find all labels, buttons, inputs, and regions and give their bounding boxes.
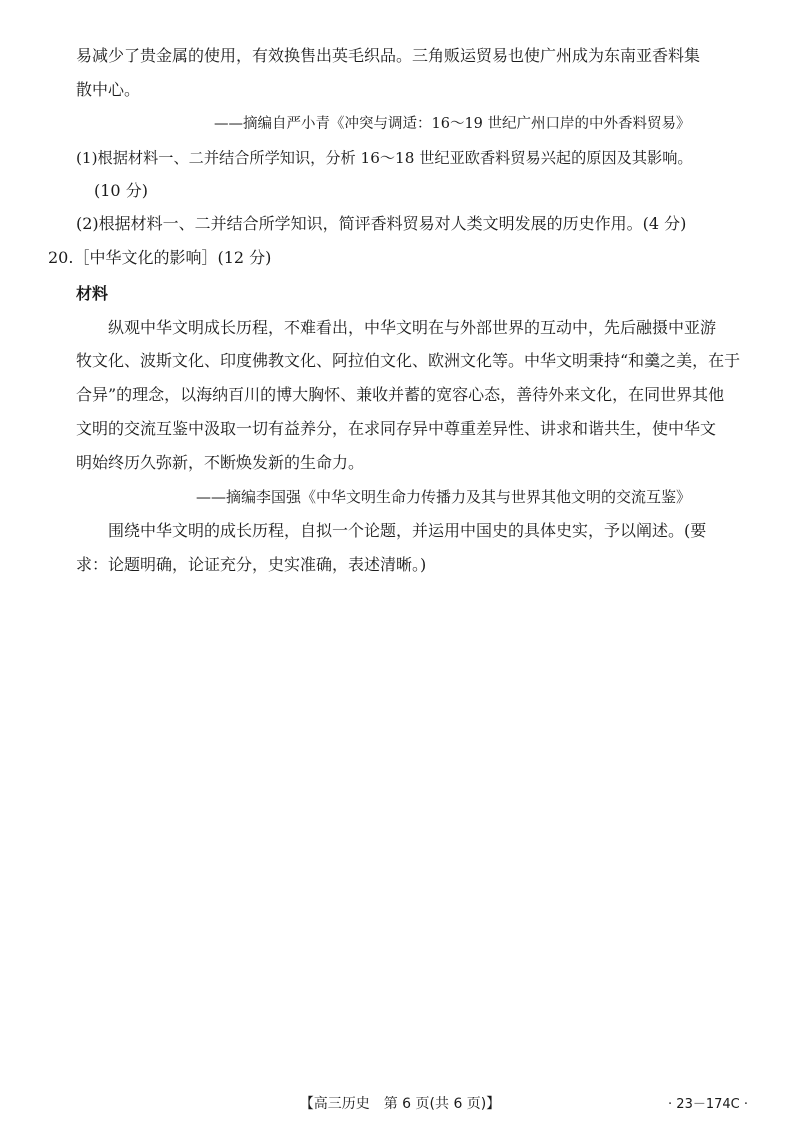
- q20-material-line-5: 明始终历久弥新，不断焕发新的生命力。: [76, 453, 365, 472]
- q20-title: 20.［中华文化的影响］(12 分): [48, 248, 272, 267]
- material2-source: ——摘编自严小青《冲突与调适：16～19 世纪广州口岸的中外香料贸易》: [214, 116, 691, 132]
- q20-source: ——摘编李国强《中华文明生命力传播力及其与世界其他文明的交流互鉴》: [196, 488, 692, 506]
- q20-material-label: 材料: [76, 284, 109, 303]
- q20-task-line-2: 求：论题明确，论证充分，史实准确，表述清晰。): [76, 555, 427, 574]
- q19-sub2: (2)根据材料一、二并结合所学知识，简评香料贸易对人类文明发展的历史作用。(4 分): [76, 214, 687, 233]
- material2-line-2: 散中心。: [76, 80, 141, 99]
- q20-task-line-1: 围绕中华文明的成长历程，自拟一个论题，并运用中国史的具体史实，予以阐述。(要: [108, 521, 707, 540]
- q20-material-line-3: 合异”的理念，以海纳百川的博大胸怀、兼收并蓄的宽容心态，善待外来文化，在同世界其他: [76, 385, 725, 404]
- page-footer: 【高三历史 第 6 页(共 6 页)】: [299, 1096, 501, 1112]
- q20-material-line-1: 纵观中华文明成长历程，不难看出，中华文明在与外部世界的互动中，先后融摄中亚游: [108, 318, 717, 337]
- q20-material-line-2: 牧文化、波斯文化、印度佛教文化、阿拉伯文化、欧洲文化等。中华文明秉持“和羹之美，在于: [76, 351, 741, 370]
- material2-line-1: 易减少了贵金属的使用，有效换售出英毛织品。三角贩运贸易也使广州成为东南亚香料集: [76, 46, 701, 65]
- q19-sub1-line-1: (1)根据材料一、二并结合所学知识，分析 16～18 世纪亚欧香料贸易兴起的原因及其影响。: [76, 149, 693, 167]
- q19-sub1-line-2: (10 分): [94, 181, 148, 200]
- paper-code: · 23－174C ·: [668, 1097, 748, 1112]
- q20-material-line-4: 文明的交流互鉴中汲取一切有益养分，在求同存异中尊重差异性、讲求和谐共生，使中华文: [76, 419, 717, 438]
